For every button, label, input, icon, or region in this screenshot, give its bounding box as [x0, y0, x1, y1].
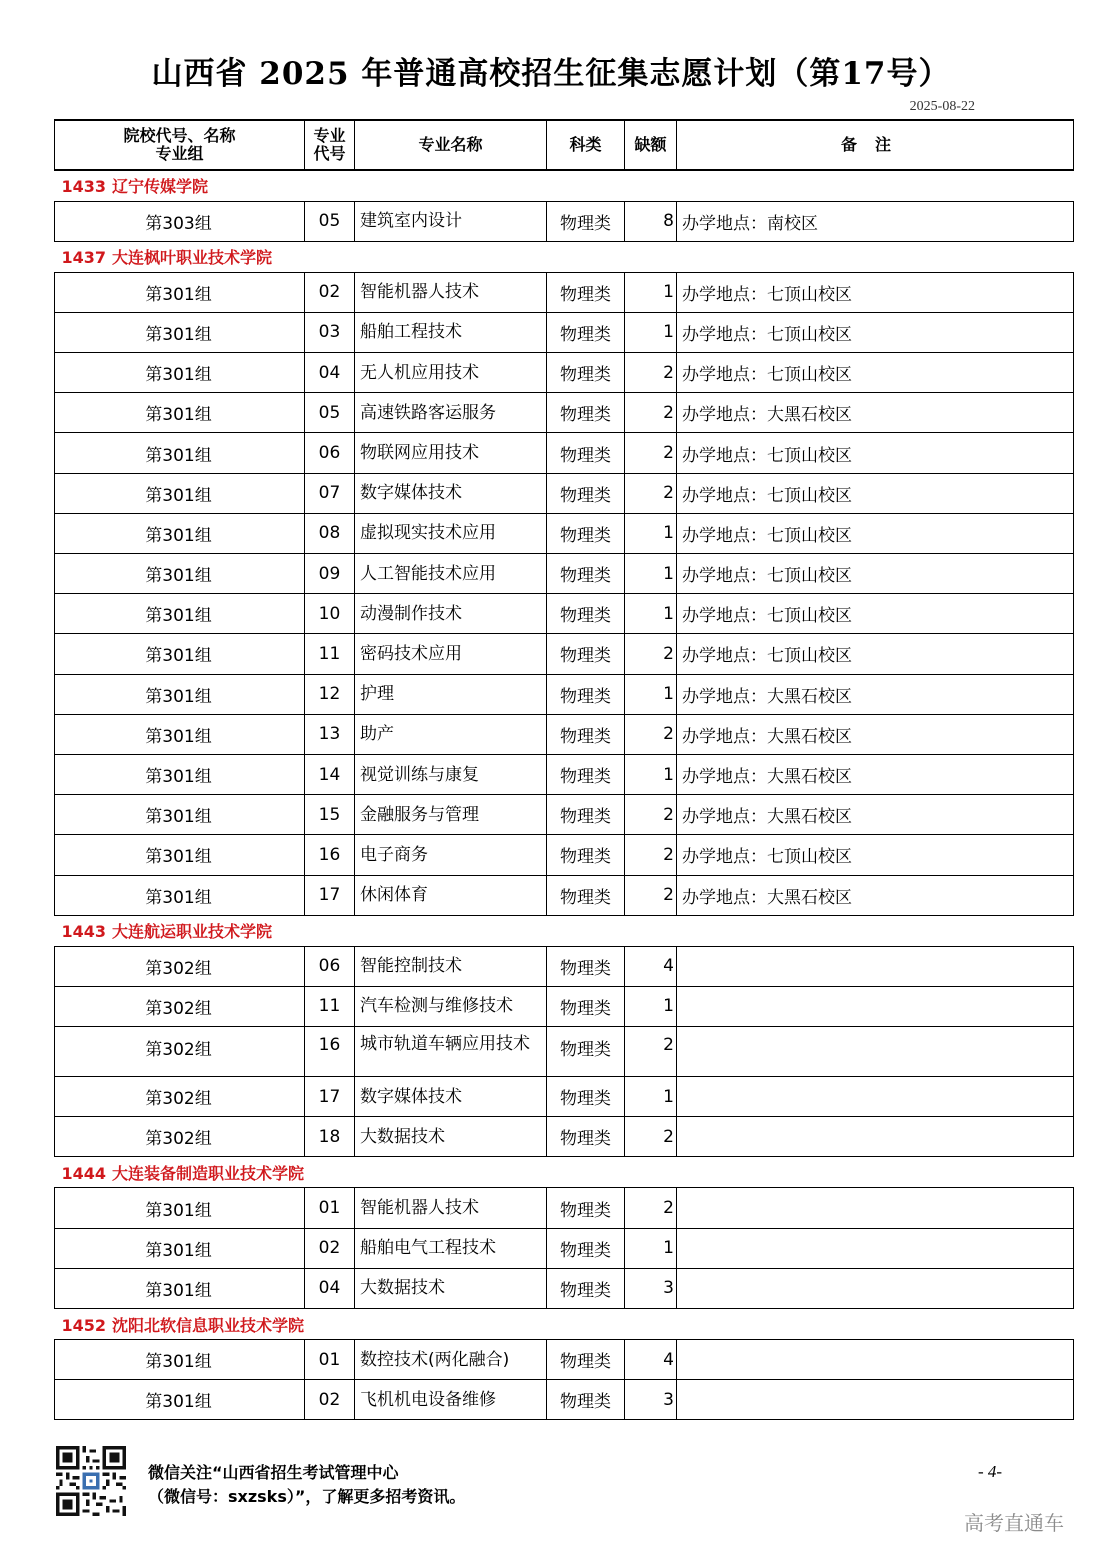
cell-note — [677, 1188, 1074, 1228]
cell-group: 第301组 — [55, 272, 305, 312]
institution-name: 大连装备制造职业技术学院 — [112, 1163, 305, 1183]
table-row — [55, 433, 1074, 473]
header-code-line2: 代号 — [313, 144, 346, 163]
cell-group: 第301组 — [55, 1380, 305, 1420]
cell-category: 物理类 — [547, 1188, 625, 1228]
institution-code: 1433 — [61, 177, 107, 197]
table-row — [55, 353, 1074, 393]
cell-major-name: 密码技术应用 — [355, 634, 547, 674]
header-vacancy: 缺额 — [625, 120, 677, 170]
watermark: 高考直通车 — [964, 1511, 1064, 1535]
cell-major-code: 01 — [305, 1340, 355, 1380]
cell-major-name: 城市轨道车辆应用技术 — [355, 1027, 547, 1077]
cell-major-name: 护理 — [355, 674, 547, 714]
table-row — [55, 634, 1074, 674]
cell-vacancy: 2 — [625, 875, 677, 915]
table-row — [55, 795, 1074, 835]
institution-code: 1443 — [61, 922, 107, 942]
cell-major-code: 05 — [305, 201, 355, 241]
cell-category: 物理类 — [547, 433, 625, 473]
cell-category: 物理类 — [547, 986, 625, 1026]
cell-note: 办学地点：大黑石校区 — [677, 754, 1074, 794]
cell-major-code: 12 — [305, 674, 355, 714]
cell-category: 物理类 — [547, 272, 625, 312]
cell-vacancy: 2 — [625, 433, 677, 473]
cell-note: 办学地点：七顶山校区 — [677, 634, 1074, 674]
cell-note: 办学地点：大黑石校区 — [677, 714, 1074, 754]
table-row — [55, 714, 1074, 754]
cell-note: 办学地点：七顶山校区 — [677, 554, 1074, 594]
cell-group: 第301组 — [55, 1268, 305, 1308]
cell-major-name: 数字媒体技术 — [355, 1077, 547, 1117]
cell-major-code: 18 — [305, 1117, 355, 1157]
table-row — [55, 1268, 1074, 1308]
cell-major-code: 06 — [305, 946, 355, 986]
table-row — [55, 272, 1074, 312]
cell-major-code: 02 — [305, 272, 355, 312]
cell-category: 物理类 — [547, 946, 625, 986]
institution-cell — [55, 915, 1074, 946]
page-number: - 4- — [977, 1462, 1003, 1481]
cell-note: 办学地点：七顶山校区 — [677, 513, 1074, 553]
header-code — [305, 120, 355, 170]
cell-vacancy: 1 — [625, 272, 677, 312]
cell-category: 物理类 — [547, 473, 625, 513]
cell-vacancy: 2 — [625, 473, 677, 513]
cell-vacancy: 2 — [625, 1188, 677, 1228]
cell-major-code: 04 — [305, 1268, 355, 1308]
cell-major-name: 虚拟现实技术应用 — [355, 513, 547, 553]
cell-major-name: 大数据技术 — [355, 1117, 547, 1157]
cell-note: 办学地点：大黑石校区 — [677, 875, 1074, 915]
cell-vacancy: 2 — [625, 795, 677, 835]
cell-note — [677, 1077, 1074, 1117]
cell-vacancy: 1 — [625, 312, 677, 352]
cell-group: 第302组 — [55, 986, 305, 1026]
institution-name: 沈阳北软信息职业技术学院 — [112, 1315, 305, 1335]
cell-note — [677, 946, 1074, 986]
cell-major-name: 金融服务与管理 — [355, 795, 547, 835]
cell-major-code: 09 — [305, 554, 355, 594]
cell-group: 第301组 — [55, 875, 305, 915]
cell-category: 物理类 — [547, 875, 625, 915]
cell-major-code: 02 — [305, 1228, 355, 1268]
cell-major-code: 15 — [305, 795, 355, 835]
cell-note: 办学地点：七顶山校区 — [677, 835, 1074, 875]
cell-major-name: 汽车检测与维修技术 — [355, 986, 547, 1026]
cell-vacancy: 3 — [625, 1268, 677, 1308]
cell-major-name: 动漫制作技术 — [355, 594, 547, 634]
table-row — [55, 554, 1074, 594]
cell-note — [677, 1117, 1074, 1157]
cell-category: 物理类 — [547, 353, 625, 393]
cell-major-code: 06 — [305, 433, 355, 473]
institution-row — [55, 170, 1074, 201]
cell-group: 第301组 — [55, 835, 305, 875]
table-row — [55, 1188, 1074, 1228]
cell-vacancy: 1 — [625, 594, 677, 634]
cell-group: 第302组 — [55, 1117, 305, 1157]
cell-major-code: 17 — [305, 875, 355, 915]
cell-category: 物理类 — [547, 1117, 625, 1157]
cell-category: 物理类 — [547, 634, 625, 674]
table-row — [55, 1380, 1074, 1420]
cell-major-code: 04 — [305, 353, 355, 393]
institution-cell — [55, 170, 1074, 201]
cell-major-name: 助产 — [355, 714, 547, 754]
table-row — [55, 1340, 1074, 1380]
cell-vacancy: 2 — [625, 1117, 677, 1157]
cell-major-name: 电子商务 — [355, 835, 547, 875]
table-row — [55, 674, 1074, 714]
qr-code-icon — [56, 1446, 126, 1516]
cell-category: 物理类 — [547, 393, 625, 433]
cell-vacancy: 1 — [625, 513, 677, 553]
institution-row — [55, 1157, 1074, 1188]
cell-group: 第301组 — [55, 353, 305, 393]
cell-note: 办学地点：南校区 — [677, 201, 1074, 241]
cell-vacancy: 2 — [625, 393, 677, 433]
table-row — [55, 312, 1074, 352]
table-row — [55, 1077, 1074, 1117]
institution-row — [55, 1309, 1074, 1340]
cell-major-code: 11 — [305, 986, 355, 1026]
cell-vacancy: 2 — [625, 714, 677, 754]
cell-vacancy: 2 — [625, 353, 677, 393]
cell-major-code: 01 — [305, 1188, 355, 1228]
cell-major-name: 休闲体育 — [355, 875, 547, 915]
cell-group: 第301组 — [55, 1188, 305, 1228]
cell-category: 物理类 — [547, 835, 625, 875]
cell-note: 办学地点：七顶山校区 — [677, 272, 1074, 312]
table-row — [55, 754, 1074, 794]
institution-cell — [55, 1309, 1074, 1340]
cell-note — [677, 1380, 1074, 1420]
cell-group: 第302组 — [55, 1027, 305, 1077]
cell-major-name: 高速铁路客运服务 — [355, 393, 547, 433]
cell-major-code: 08 — [305, 513, 355, 553]
cell-group: 第302组 — [55, 1077, 305, 1117]
cell-note — [677, 1340, 1074, 1380]
cell-category: 物理类 — [547, 1027, 625, 1077]
cell-vacancy: 3 — [625, 1380, 677, 1420]
table-row — [55, 473, 1074, 513]
cell-major-name: 视觉训练与康复 — [355, 754, 547, 794]
cell-major-code: 10 — [305, 594, 355, 634]
header-code-line1: 专业 — [313, 126, 346, 145]
cell-group: 第301组 — [55, 754, 305, 794]
cell-note — [677, 1027, 1074, 1077]
cell-category: 物理类 — [547, 714, 625, 754]
cell-major-name: 大数据技术 — [355, 1268, 547, 1308]
cell-vacancy: 2 — [625, 1027, 677, 1077]
cell-note: 办学地点：大黑石校区 — [677, 393, 1074, 433]
cell-major-code: 16 — [305, 1027, 355, 1077]
cell-major-code: 03 — [305, 312, 355, 352]
cell-major-name: 无人机应用技术 — [355, 353, 547, 393]
cell-group: 第301组 — [55, 393, 305, 433]
header-major: 专业名称 — [355, 120, 547, 170]
cell-vacancy: 1 — [625, 554, 677, 594]
cell-major-name: 智能机器人技术 — [355, 1188, 547, 1228]
cell-note: 办学地点：七顶山校区 — [677, 473, 1074, 513]
institution-name: 大连枫叶职业技术学院 — [112, 248, 273, 268]
table-row — [55, 393, 1074, 433]
institution-row — [55, 915, 1074, 946]
cell-major-name: 智能机器人技术 — [355, 272, 547, 312]
cell-group: 第301组 — [55, 634, 305, 674]
cell-major-code: 17 — [305, 1077, 355, 1117]
cell-note — [677, 1228, 1074, 1268]
footer-line-1: 微信关注“山西省招生考试管理中心 — [148, 1463, 399, 1482]
table-row — [55, 1027, 1074, 1077]
cell-group: 第301组 — [55, 594, 305, 634]
cell-group: 第301组 — [55, 513, 305, 553]
cell-major-name: 物联网应用技术 — [355, 433, 547, 473]
document-title: 山西省 2025 年普通高校招生征集志愿计划（第17号） — [151, 56, 951, 92]
cell-vacancy: 1 — [625, 674, 677, 714]
table-row — [55, 1117, 1074, 1157]
cell-note — [677, 1268, 1074, 1308]
table-row — [55, 513, 1074, 553]
cell-group: 第301组 — [55, 795, 305, 835]
cell-category: 物理类 — [547, 674, 625, 714]
institution-cell — [55, 1157, 1074, 1188]
cell-category: 物理类 — [547, 201, 625, 241]
cell-vacancy: 1 — [625, 986, 677, 1026]
cell-note — [677, 986, 1074, 1026]
cell-category: 物理类 — [547, 795, 625, 835]
header-category: 科类 — [547, 120, 625, 170]
institution-cell — [55, 241, 1074, 272]
cell-category: 物理类 — [547, 1268, 625, 1308]
cell-note: 办学地点：七顶山校区 — [677, 353, 1074, 393]
cell-major-name: 船舶工程技术 — [355, 312, 547, 352]
institution-code: 1452 — [61, 1315, 107, 1335]
table-row — [55, 946, 1074, 986]
table-header-row — [55, 120, 1074, 170]
cell-vacancy: 2 — [625, 634, 677, 674]
header-school-line2: 专业组 — [155, 144, 204, 163]
plan-table — [54, 119, 1074, 1420]
cell-note: 办学地点：七顶山校区 — [677, 433, 1074, 473]
cell-major-name: 飞机机电设备维修 — [355, 1380, 547, 1420]
cell-major-code: 05 — [305, 393, 355, 433]
cell-major-code: 14 — [305, 754, 355, 794]
cell-vacancy: 2 — [625, 835, 677, 875]
cell-category: 物理类 — [547, 1340, 625, 1380]
plan-table-body — [55, 170, 1074, 1420]
cell-category: 物理类 — [547, 312, 625, 352]
cell-group: 第301组 — [55, 473, 305, 513]
header-school — [55, 120, 305, 170]
document-date: 2025-08-22 — [909, 99, 975, 114]
cell-major-name: 人工智能技术应用 — [355, 554, 547, 594]
cell-major-code: 02 — [305, 1380, 355, 1420]
cell-group: 第301组 — [55, 554, 305, 594]
header-school-line1: 院校代号、名称 — [123, 126, 236, 145]
cell-major-code: 13 — [305, 714, 355, 754]
cell-group: 第302组 — [55, 946, 305, 986]
header-note: 备注 — [677, 120, 1074, 170]
cell-category: 物理类 — [547, 554, 625, 594]
cell-group: 第301组 — [55, 433, 305, 473]
cell-group: 第301组 — [55, 1228, 305, 1268]
cell-category: 物理类 — [547, 594, 625, 634]
institution-code: 1437 — [61, 248, 107, 268]
cell-note: 办学地点：七顶山校区 — [677, 594, 1074, 634]
cell-vacancy: 4 — [625, 1340, 677, 1380]
institution-name: 辽宁传媒学院 — [112, 177, 209, 197]
cell-vacancy: 1 — [625, 1228, 677, 1268]
cell-vacancy: 8 — [625, 201, 677, 241]
cell-major-name: 船舶电气工程技术 — [355, 1228, 547, 1268]
cell-category: 物理类 — [547, 1077, 625, 1117]
table-row — [55, 835, 1074, 875]
cell-major-name: 数字媒体技术 — [355, 473, 547, 513]
cell-category: 物理类 — [547, 513, 625, 553]
institution-name: 大连航运职业技术学院 — [112, 922, 273, 942]
cell-major-code: 07 — [305, 473, 355, 513]
table-row — [55, 875, 1074, 915]
institution-row — [55, 241, 1074, 272]
cell-note: 办学地点：七顶山校区 — [677, 312, 1074, 352]
cell-major-code: 16 — [305, 835, 355, 875]
cell-group: 第301组 — [55, 674, 305, 714]
cell-group: 第301组 — [55, 1340, 305, 1380]
cell-vacancy: 1 — [625, 1077, 677, 1117]
table-row — [55, 594, 1074, 634]
cell-group: 第303组 — [55, 201, 305, 241]
cell-group: 第301组 — [55, 714, 305, 754]
cell-category: 物理类 — [547, 1380, 625, 1420]
table-row — [55, 201, 1074, 241]
cell-vacancy: 1 — [625, 754, 677, 794]
footer-wechat-notice — [148, 1461, 465, 1509]
cell-major-name: 建筑室内设计 — [355, 201, 547, 241]
cell-group: 第301组 — [55, 312, 305, 352]
cell-major-code: 11 — [305, 634, 355, 674]
institution-code: 1444 — [61, 1163, 107, 1183]
table-row — [55, 986, 1074, 1026]
cell-category: 物理类 — [547, 1228, 625, 1268]
cell-category: 物理类 — [547, 754, 625, 794]
cell-vacancy: 4 — [625, 946, 677, 986]
cell-major-name: 智能控制技术 — [355, 946, 547, 986]
footer-line-2: （微信号：sxzsks）”，了解更多招考资讯。 — [148, 1487, 466, 1506]
cell-note: 办学地点：大黑石校区 — [677, 674, 1074, 714]
cell-major-name: 数控技术(两化融合) — [355, 1340, 547, 1380]
cell-note: 办学地点：大黑石校区 — [677, 795, 1074, 835]
table-row — [55, 1228, 1074, 1268]
